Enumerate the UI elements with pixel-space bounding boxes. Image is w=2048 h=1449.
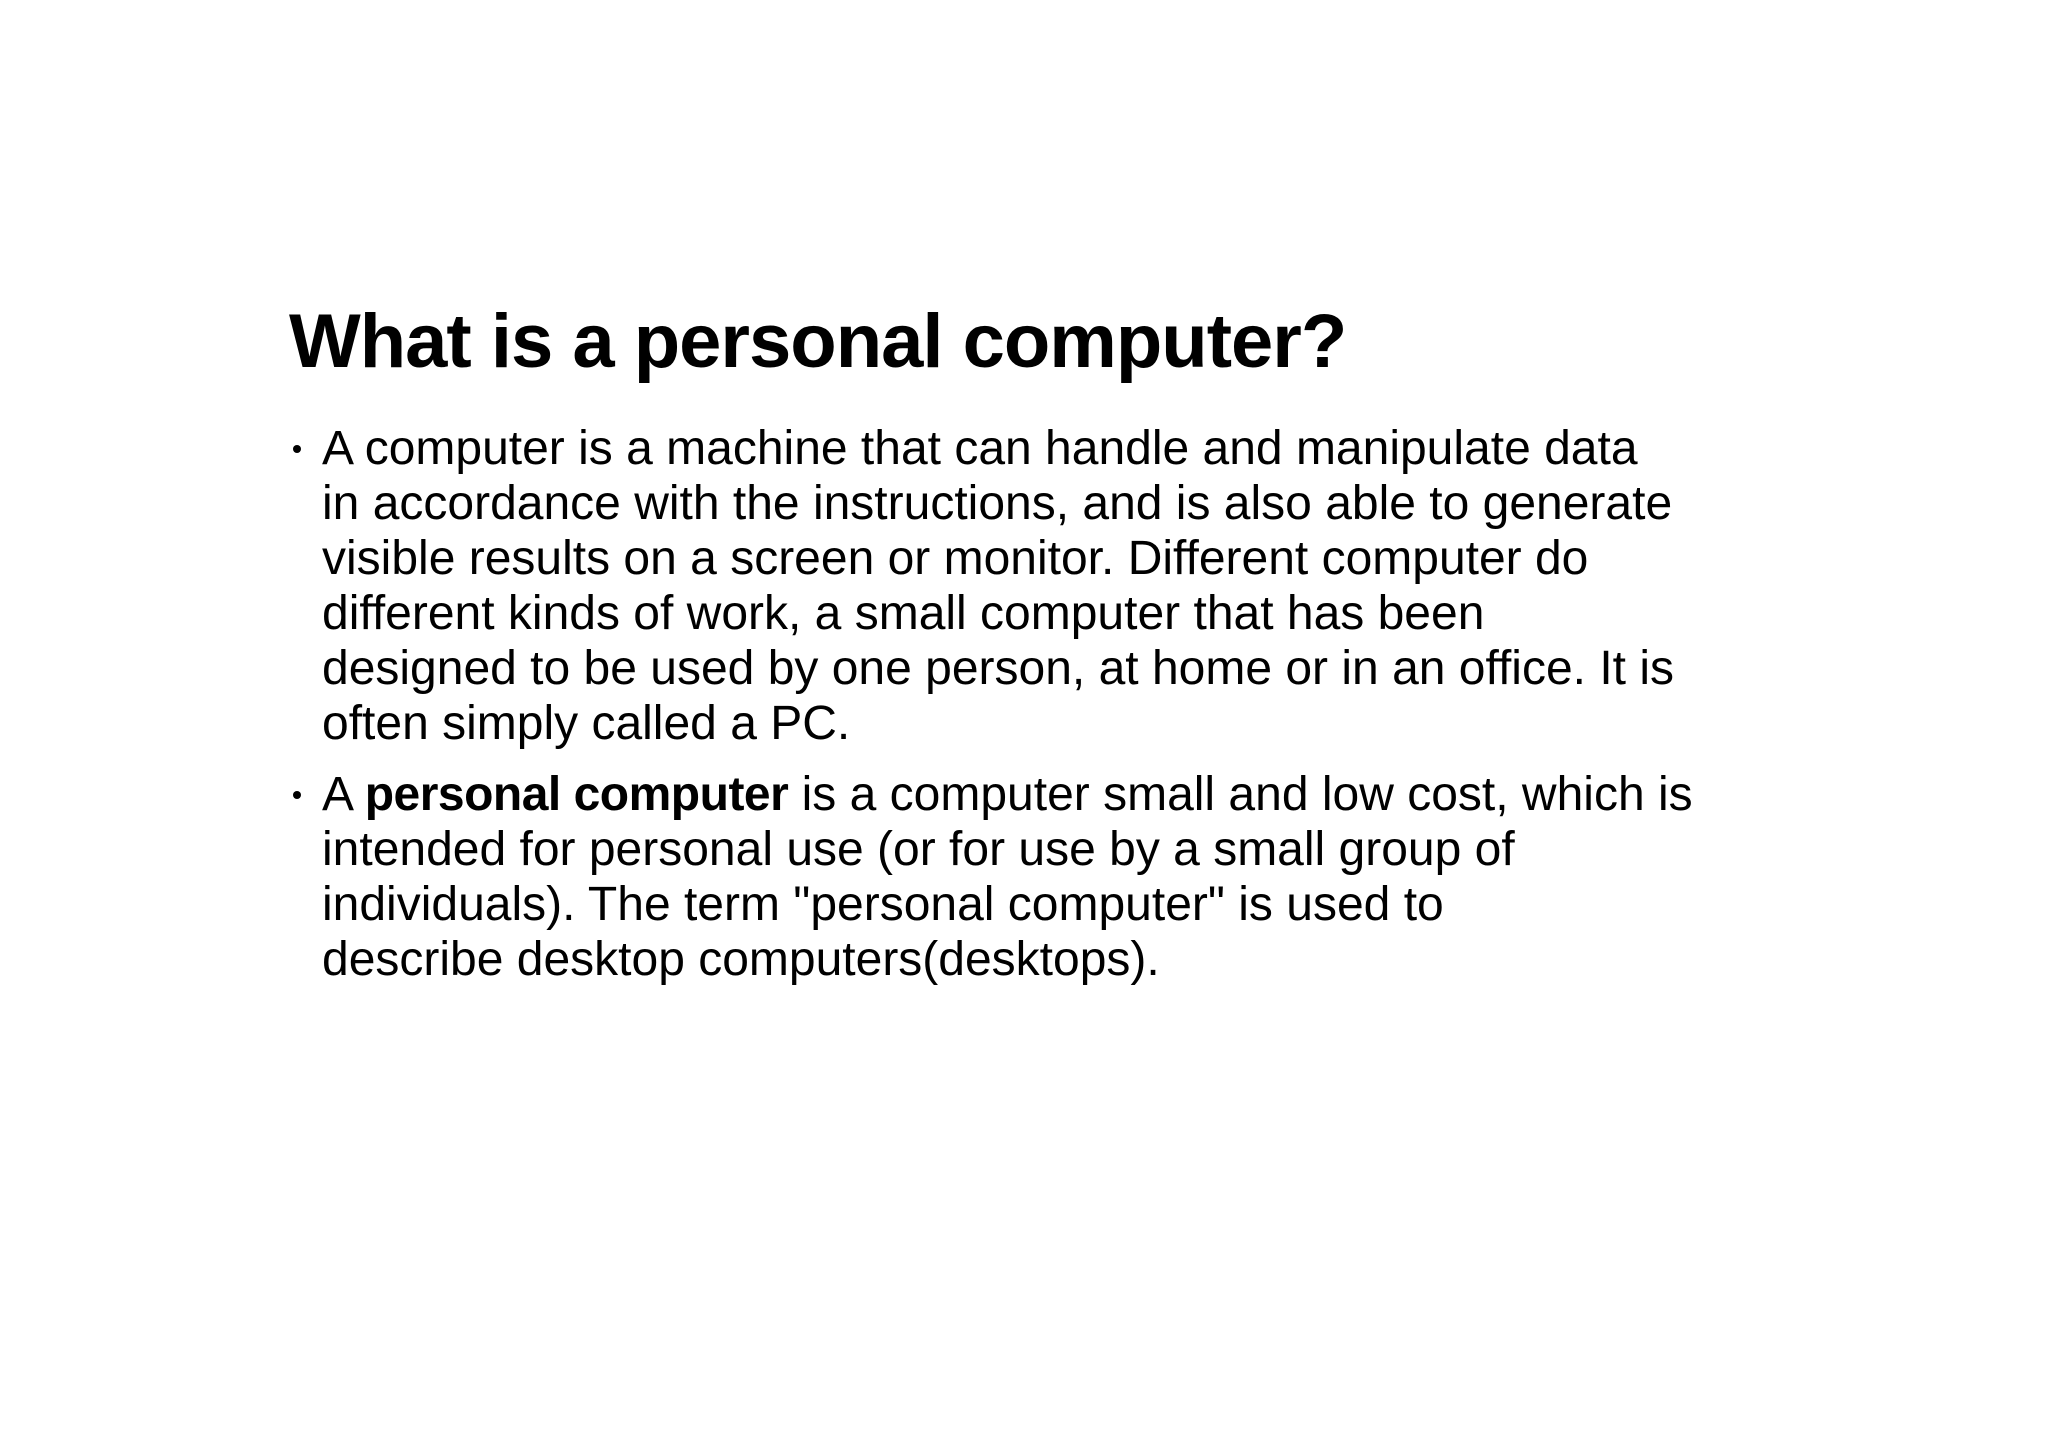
bullet-text-prefix: A — [322, 768, 365, 821]
bullet-item-computer-definition — [289, 421, 1789, 751]
bullet-text-line: different kinds of work, a small computer that has been — [322, 587, 1485, 640]
bullet-text-line: designed to be used by one person, at home or in an office. It is — [322, 642, 1674, 695]
bullet-text-suffix: is a computer small and low cost, which is — [788, 768, 1693, 821]
bold-term: personal computer — [364, 768, 789, 821]
bullet-text-line: visible results on a screen or monitor. Different computer do — [322, 532, 1589, 585]
bullet-dot-icon — [293, 445, 301, 453]
slide-title: What is a personal computer? — [289, 299, 1347, 384]
bullet-text-line: intended for personal use (or for use by a small group of — [322, 823, 1515, 876]
bullet-text-line — [322, 767, 1789, 822]
bullet-text-line: describe desktop computers(desktops). — [322, 933, 1160, 986]
bullet-text-line: individuals). The term "personal computer" is used to — [322, 878, 1444, 931]
bullet-list — [289, 421, 1789, 1003]
bullet-text-line: A computer is a machine that can handle and manipulate data — [322, 422, 1638, 475]
bullet-text-line: often simply called a PC. — [322, 697, 851, 750]
bullet-dot-icon — [293, 791, 301, 799]
bullet-item-personal-computer-definition — [289, 767, 1789, 987]
bullet-text-line: in accordance with the instructions, and is also able to generate — [322, 477, 1673, 530]
